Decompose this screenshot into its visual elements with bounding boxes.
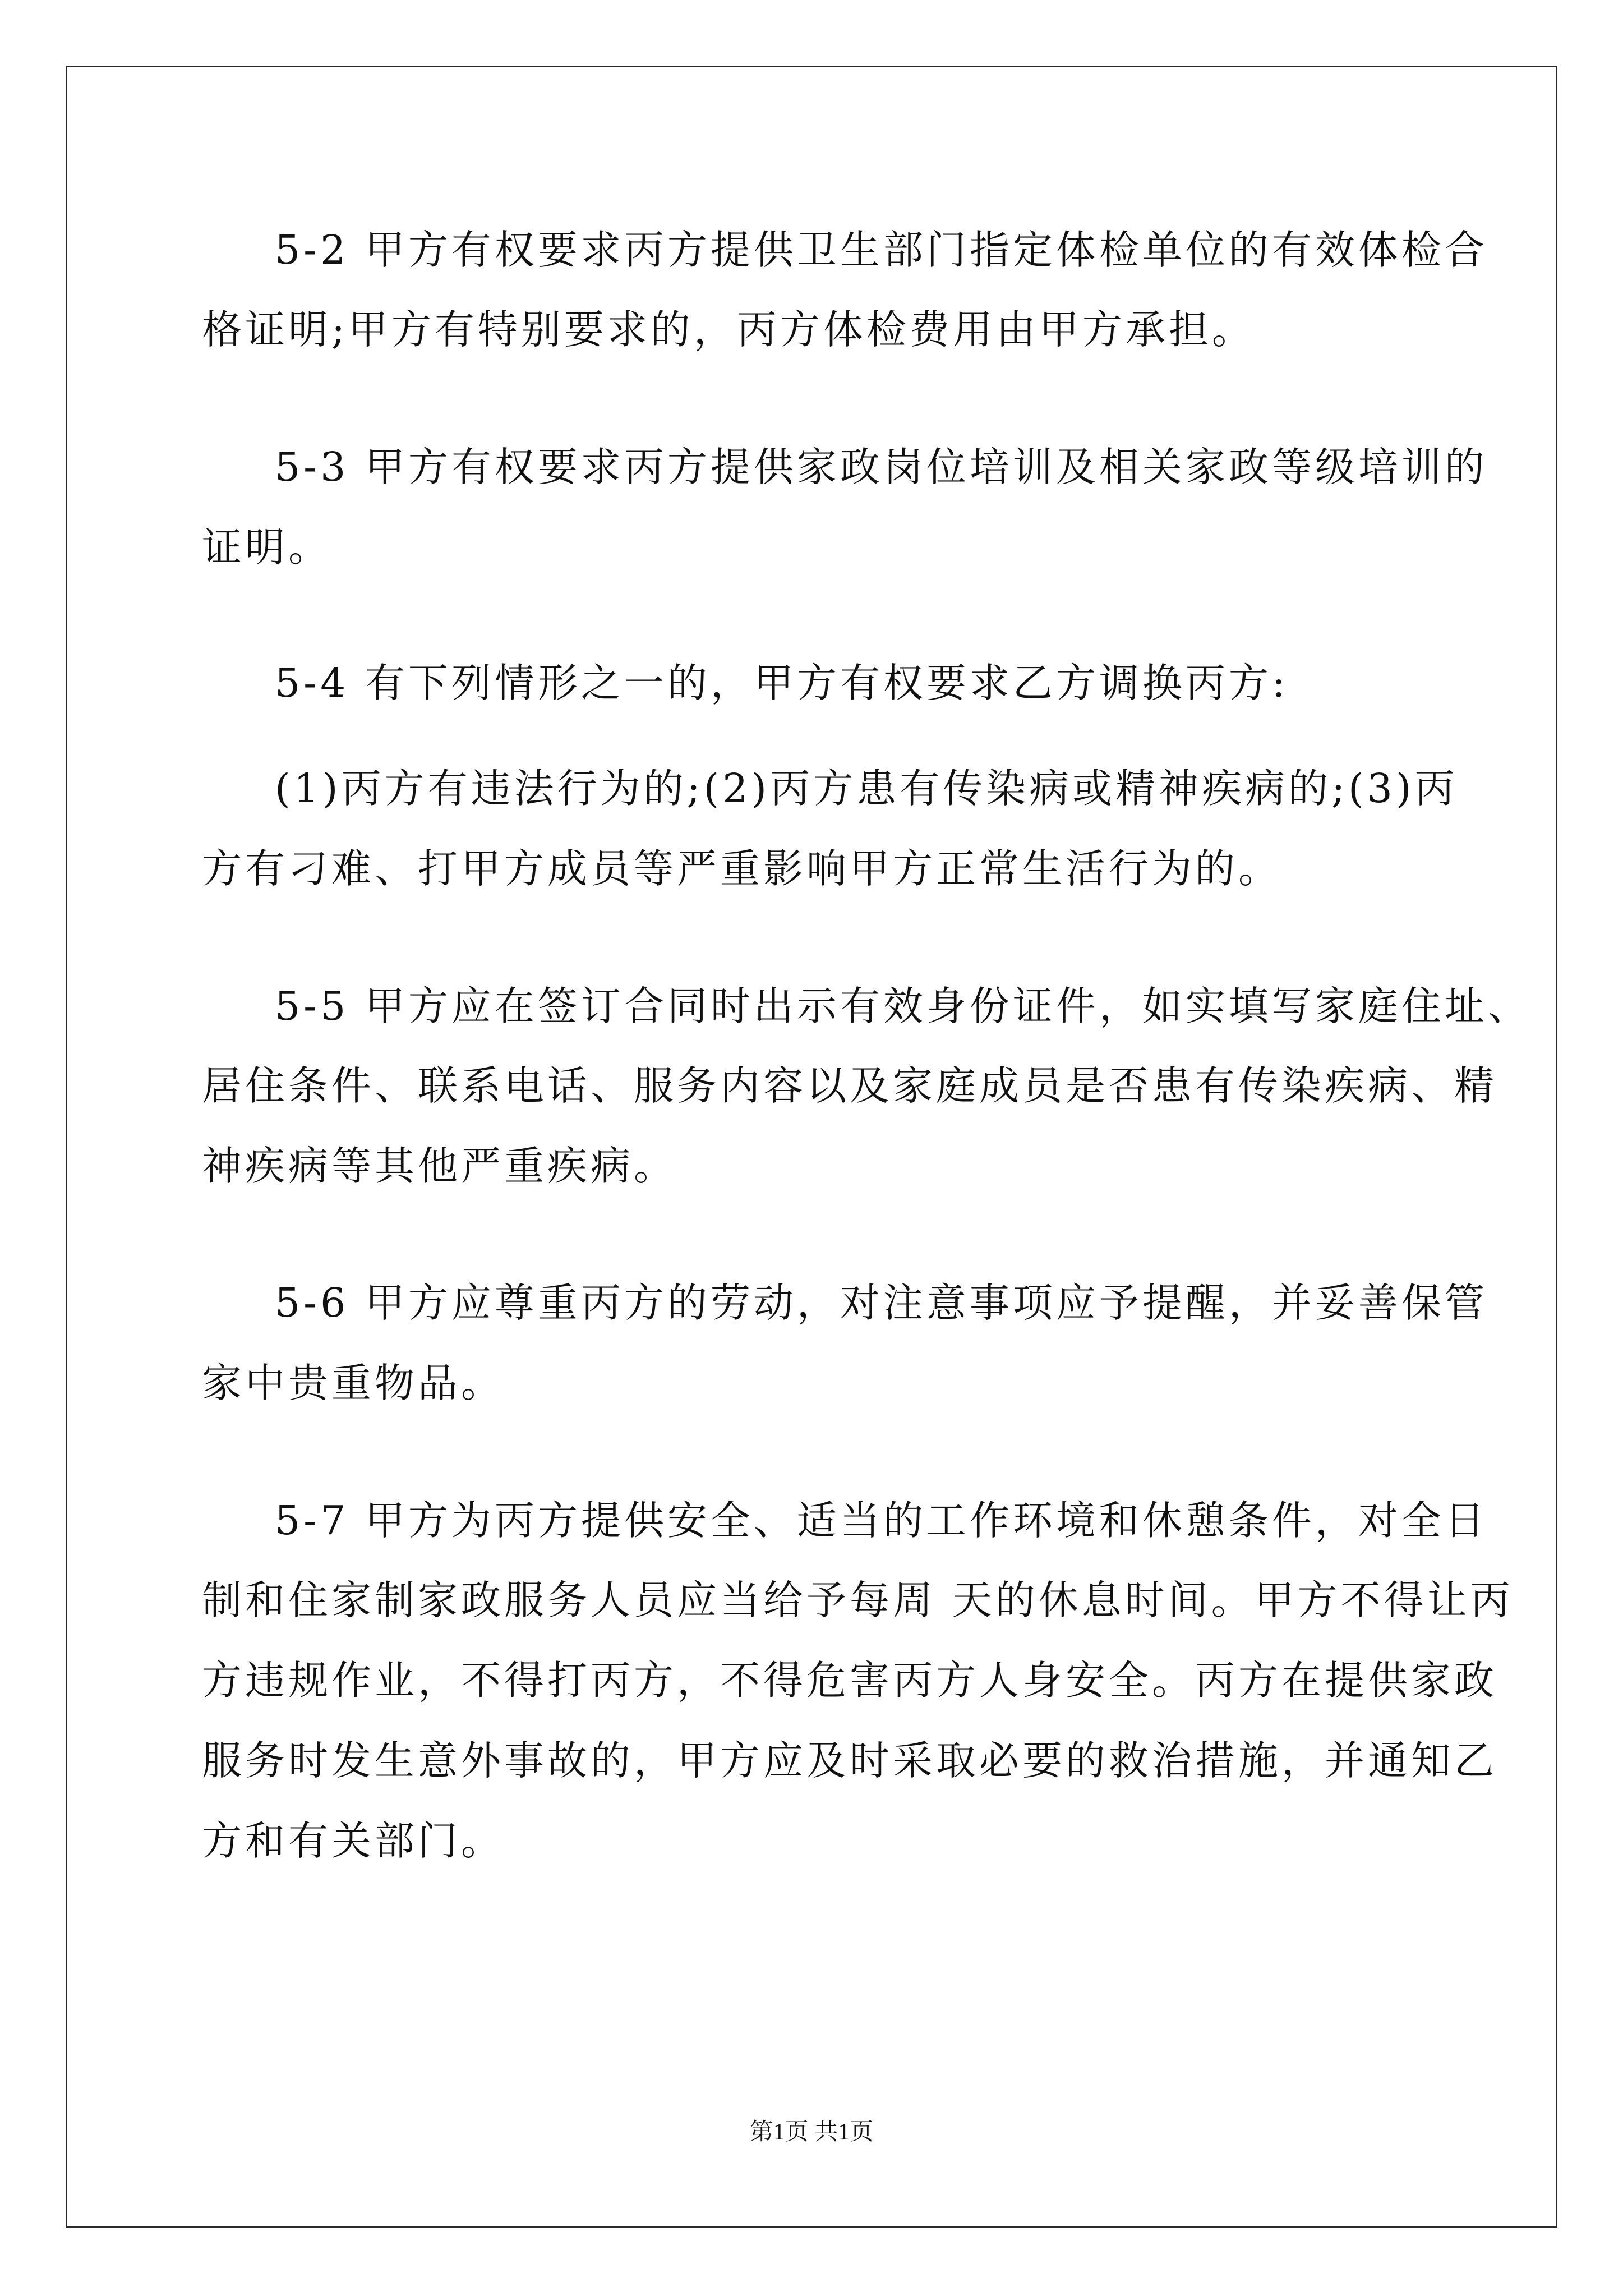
paragraph-5-7-line-4: 服务时发生意外事故的，甲方应及时采取必要的救治措施，并通知乙 (202, 1737, 1498, 1784)
paragraph-5-7-line-3: 方违规作业，不得打丙方，不得危害丙方人身安全。丙方在提供家政 (202, 1657, 1498, 1704)
paragraph-5-3-line-1: 5-3 甲方有权要求丙方提供家政岗位培训及相关家政等级培训的 (275, 444, 1488, 490)
paragraph-5-7-line-5: 方和有关部门。 (202, 1818, 505, 1864)
paragraph-5-6-line-2: 家中贵重物品。 (202, 1360, 505, 1406)
paragraph-5-4-items-line-2: 方有刁难、打甲方成员等严重影响甲方正常生活行为的。 (202, 845, 1282, 892)
paragraph-5-5-line-3: 神疾病等其他严重疾病。 (202, 1143, 677, 1189)
paragraph-5-4-line-1: 5-4 有下列情形之一的，甲方有权要求乙方调换丙方: (275, 660, 1289, 706)
paragraph-5-7-line-2: 制和住家制家政服务人员应当给予每周 天的休息时间。甲方不得让丙 (202, 1577, 1514, 1623)
paragraph-5-2-line-1: 5-2 甲方有权要求丙方提供卫生部门指定体检单位的有效体检合 (275, 227, 1488, 273)
paragraph-5-2-line-2: 格证明;甲方有特别要求的，丙方体检费用由甲方承担。 (202, 306, 1255, 353)
paragraph-5-6-line-1: 5-6 甲方应尊重丙方的劳动，对注意事项应予提醒，并妥善保管 (275, 1280, 1488, 1326)
paragraph-5-4-items-line-1: (1)丙方有违法行为的;(2)丙方患有传染病或精神疾病的;(3)丙 (275, 765, 1458, 812)
paragraph-5-3-line-2: 证明。 (202, 524, 332, 570)
paragraph-5-5-line-2: 居住条件、联系电话、服务内容以及家庭成员是否患有传染疾病、精 (202, 1062, 1498, 1109)
paragraph-5-5-line-1: 5-5 甲方应在签订合同时出示有效身份证件，如实填写家庭住址、 (275, 983, 1531, 1029)
paragraph-5-7-line-1: 5-7 甲方为丙方提供安全、适当的工作环境和休憩条件，对全日 (275, 1497, 1488, 1544)
page-footer: 第1页 共1页 (749, 2119, 874, 2145)
